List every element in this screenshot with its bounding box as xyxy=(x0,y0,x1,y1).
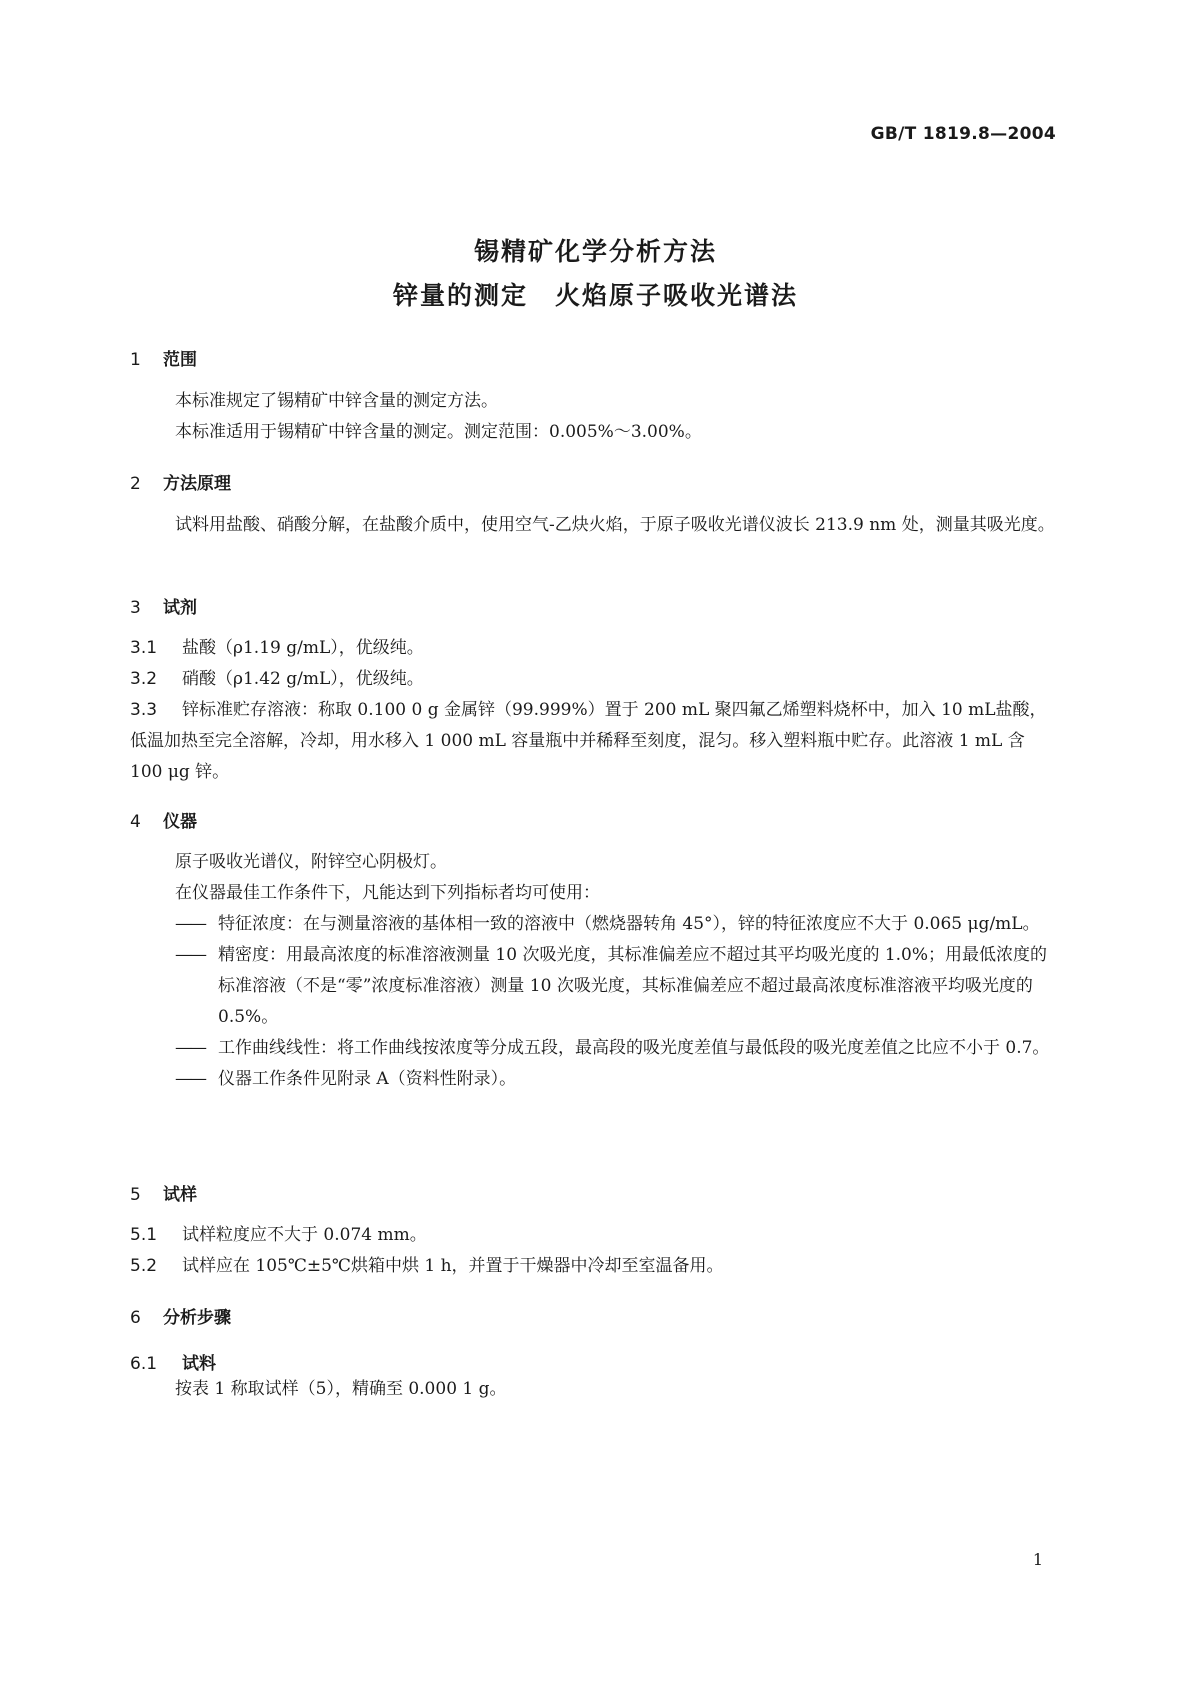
dash-item xyxy=(175,909,1060,940)
list-item xyxy=(130,633,1060,664)
subsection-number: 6.1 xyxy=(130,1354,158,1374)
item-number: 3.2 xyxy=(130,669,158,689)
dash-item xyxy=(175,1033,1060,1064)
section-number: 2 xyxy=(130,474,141,494)
item-text: 硝酸（ρ1.42 g/mL），优级纯。 xyxy=(182,669,424,689)
section-6-body xyxy=(130,1374,1060,1405)
item-number: 3.1 xyxy=(130,638,158,658)
list-item xyxy=(130,1251,1060,1282)
list-item xyxy=(130,664,1060,695)
dash-marker: —— xyxy=(175,914,205,934)
dash-marker: —— xyxy=(175,1069,205,1089)
item-text: 锌标准贮存溶液：称取 0.100 0 g 金属锌（99.999%）置于 200 mL 聚四氟乙烯塑料烧杯中，加入 10 mL盐酸，低温加热至完全溶解，冷却，用水移入 1 000 mL 容量瓶中并稀释至刻度，混匀。移入塑料瓶中贮存。此溶液 1 mL 含 100 μg 锌。 xyxy=(130,700,1047,782)
dash-marker: —— xyxy=(175,945,205,965)
section-title: 分析步骤 xyxy=(163,1308,231,1328)
section-1-body xyxy=(130,386,1060,448)
doc-title-line2: 锌量的测定 火焰原子吸收光谱法 xyxy=(392,281,798,310)
paragraph: 试料用盐酸、硝酸分解，在盐酸介质中，使用空气-乙炔火焰，于原子吸收光谱仪波长 213.9 nm 处，测量其吸光度。 xyxy=(175,515,1055,535)
section-3-body xyxy=(130,633,1060,788)
paragraph: 按表 1 称取试样（5），精确至 0.000 1 g。 xyxy=(175,1379,507,1399)
section-title: 方法原理 xyxy=(163,474,231,494)
section-5-body xyxy=(130,1220,1060,1282)
subsection-title: 试料 xyxy=(182,1354,216,1374)
section-title: 范围 xyxy=(163,350,197,370)
standard-code: GB/T 1819.8—2004 xyxy=(870,124,1056,144)
item-text: 试样应在 105℃±5℃烘箱中烘 1 h，并置于干燥器中冷却至室温备用。 xyxy=(182,1256,724,1276)
item-number: 5.2 xyxy=(130,1256,158,1276)
page-number: 1 xyxy=(1032,1550,1043,1569)
section-title: 试剂 xyxy=(163,598,197,618)
section-title: 仪器 xyxy=(163,812,197,832)
paragraph: 原子吸收光谱仪，附锌空心阴极灯。 xyxy=(175,852,447,872)
item-text: 试样粒度应不大于 0.074 mm。 xyxy=(182,1225,427,1245)
section-2-body xyxy=(130,510,1060,541)
section-3-heading xyxy=(130,593,197,618)
section-5-heading xyxy=(130,1180,197,1205)
section-number: 5 xyxy=(130,1185,141,1205)
subsection-6-1-heading xyxy=(130,1349,216,1374)
paragraph: 在仪器最佳工作条件下，凡能达到下列指标者均可使用： xyxy=(175,883,600,903)
section-title: 试样 xyxy=(163,1185,197,1205)
dash-item xyxy=(175,940,1060,1033)
section-number: 3 xyxy=(130,598,141,618)
item-text: 盐酸（ρ1.19 g/mL），优级纯。 xyxy=(182,638,424,658)
item-number: 3.3 xyxy=(130,700,158,720)
dash-text: 仪器工作条件见附录 A（资料性附录）。 xyxy=(218,1069,517,1089)
list-item xyxy=(130,1220,1060,1251)
paragraph: 本标准适用于锡精矿中锌含量的测定。测定范围：0.005%～3.00%。 xyxy=(175,422,702,442)
section-2-heading xyxy=(130,469,231,494)
section-4-body xyxy=(130,847,1060,1095)
dash-text: 特征浓度：在与测量溶液的基体相一致的溶液中（燃烧器转角 45°），锌的特征浓度应不大于 0.065 μg/mL。 xyxy=(218,914,1040,934)
list-item xyxy=(130,695,1060,788)
section-6-heading xyxy=(130,1303,231,1328)
dash-item xyxy=(175,1064,1060,1095)
doc-title-line1: 锡精矿化学分析方法 xyxy=(473,237,717,266)
dash-marker: —— xyxy=(175,1038,205,1058)
dash-text: 精密度：用最高浓度的标准溶液测量 10 次吸光度，其标准偏差应不超过其平均吸光度的 1.0%；用最低浓度的标准溶液（不是“零”浓度标准溶液）测量 10 次吸光度，其标准偏差应不超过最高浓度标准溶液平均吸光度的 0.5%。 xyxy=(218,945,1048,1027)
section-1-heading xyxy=(130,345,197,370)
paragraph: 本标准规定了锡精矿中锌含量的测定方法。 xyxy=(175,391,498,411)
section-number: 6 xyxy=(130,1308,141,1328)
dash-text: 工作曲线线性：将工作曲线按浓度等分成五段，最高段的吸光度差值与最低段的吸光度差值之比应不小于 0.7。 xyxy=(218,1038,1050,1058)
item-number: 5.1 xyxy=(130,1225,158,1245)
section-number: 4 xyxy=(130,812,141,832)
section-4-heading xyxy=(130,807,197,832)
section-number: 1 xyxy=(130,350,141,370)
